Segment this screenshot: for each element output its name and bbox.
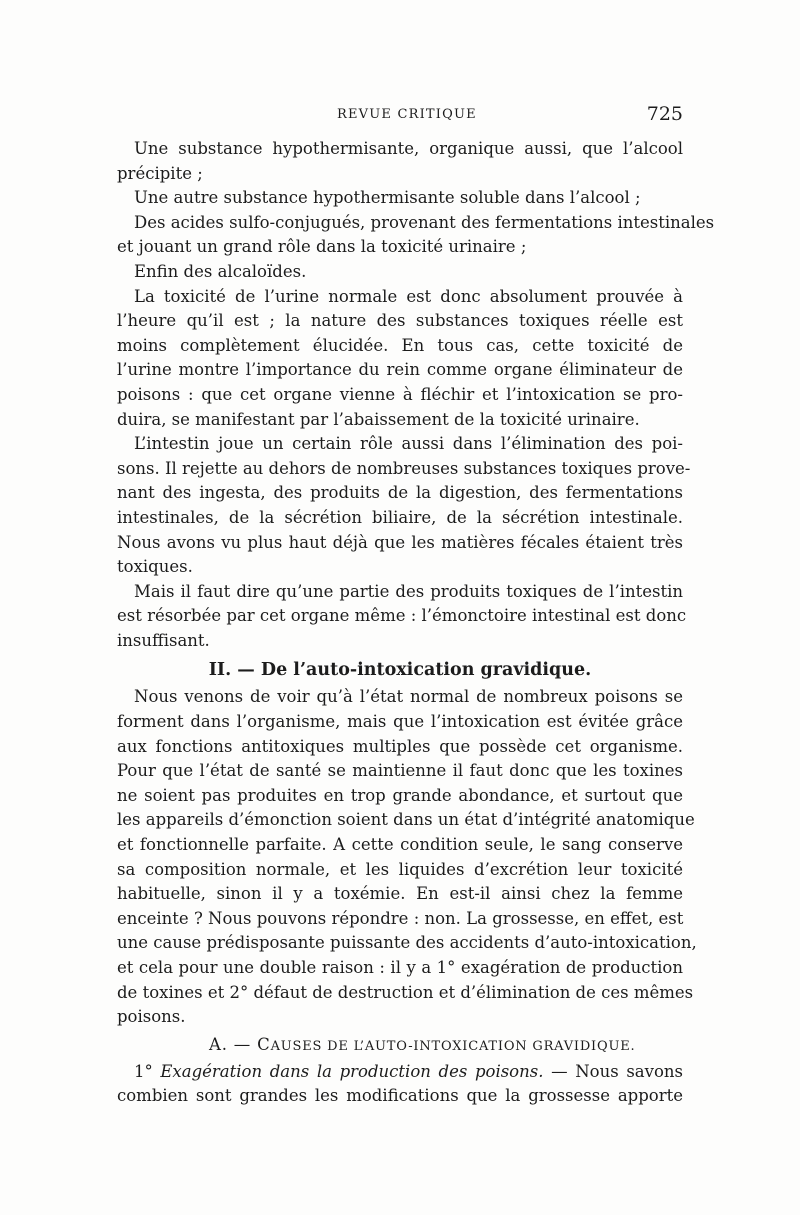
text-line: moins complètement élucidée. En tous cas, cette toxicité de [117, 335, 683, 355]
text-line: et fonctionnelle parfaite. A cette condition seule, le sang conserve [117, 835, 683, 855]
italic-run: Exagération dans la production des poisons. [160, 1061, 544, 1081]
text-line: aux fonctions antitoxiques multiples que possède cet organisme. [117, 736, 683, 756]
text-line: Nous venons de voir qu’à l’état normal de nombreux poisons se [134, 687, 683, 707]
text-line: est résorbée par cet organe même : l’émonctoire intestinal est donc [117, 606, 687, 626]
text-line: de toxines et 2° défaut de destruction et d’élimination de ces mêmes [117, 982, 694, 1002]
page-header [117, 103, 683, 129]
paragraph [117, 186, 683, 211]
text-line: insuffisant. [117, 630, 210, 650]
section-heading: II. — De l’auto-intoxication gravidique. [208, 660, 592, 681]
paragraph [117, 285, 683, 433]
paragraph [117, 580, 687, 654]
text-line: l’heure qu’il est ; la nature des substances toxiques réelle est [117, 311, 683, 331]
text-line: La toxicité de l’urine normale est donc absolument prouvée à [134, 286, 683, 306]
text-line: et jouant un grand rôle dans la toxicité urinaire ; [117, 237, 527, 257]
text-line: Une substance hypothermisante, organique aussi, que l’alcool [134, 139, 683, 158]
subsection-heading-prefix: A. — C [209, 1034, 271, 1054]
text-line: Pour que l’état de santé se maintienne il faut donc que les toxines [117, 761, 683, 781]
text-line: l’urine montre l’importance du rein comme organe éliminateur de [117, 360, 683, 380]
text-line: précipite ; [117, 163, 203, 183]
text-line: Des acides sulfo-conjugués, provenant des fermentations intestinales [134, 212, 715, 232]
text-line: L’intestin joue un certain rôle aussi dans l’élimination des poi- [134, 434, 683, 454]
text-line: forment dans l’organisme, mais que l’intoxication est évitée grâce [117, 712, 683, 732]
text-line: toxiques. [117, 557, 193, 577]
text-line: ne soient pas produites en trop grande abondance, et surtout que [117, 785, 683, 805]
text-line: Enfin des alcaloïdes. [134, 261, 307, 281]
text-line: combien sont grandes les modifications que la grossesse apporte [117, 1086, 683, 1106]
text-line: duira, se manifestant par l’abaissement de la toxicité urinaire. [117, 409, 640, 429]
item-number: 1° [134, 1061, 153, 1081]
text-line: les appareils d’émonction soient dans un état d’intégrité anatomique [117, 810, 695, 830]
text-run: — Nous savons [551, 1061, 683, 1081]
text-line: et cela pour une double raison : il y a 1° exagération de production [117, 958, 683, 977]
text-line: sa composition normale, et les liquides d’excrétion leur toxicité [117, 859, 683, 879]
text-line: poisons. [117, 1007, 186, 1027]
text-line [117, 1060, 683, 1085]
body-text [117, 137, 715, 1109]
text-line: Mais il faut dire qu’une partie des produits toxiques de l’intestin [134, 581, 683, 601]
paragraph [117, 432, 691, 580]
text-line: Nous avons vu plus haut déjà que les matières fécales étaient très [117, 532, 683, 552]
text-line: intestinales, de la sécrétion biliaire, de la sécrétion intestinale. [117, 507, 683, 527]
text-line: nant des ingesta, des produits de la digestion, des fermentations [117, 483, 683, 503]
text-line: habituelle, sinon il y a toxémie. En est-il ainsi chez la femme [117, 884, 683, 904]
subsection-heading-rest: AUSES DE L’AUTO-INTOXICATION GRAVIDIQUE. [270, 1038, 636, 1054]
paragraph [117, 211, 715, 260]
running-head: REVUE CRITIQUE [337, 107, 477, 122]
paragraph [117, 1060, 683, 1109]
paragraph [117, 137, 683, 186]
paragraph [117, 260, 683, 285]
text-line: une cause prédisposante puissante des accidents d’auto-intoxication, [117, 933, 697, 953]
text-line: Une autre substance hypothermisante soluble dans l’alcool ; [134, 188, 641, 208]
page-number: 725 [646, 103, 683, 125]
text-line: enceinte ? Nous pouvons répondre : non. La grossesse, en effet, est [117, 908, 684, 928]
subsection-heading [117, 1030, 683, 1060]
text-line: poisons : que cet organe vienne à fléchir et l’intoxication se pro- [117, 384, 683, 404]
paragraph [117, 685, 697, 1029]
text-line: sons. Il rejette au dehors de nombreuses substances toxiques prove- [117, 458, 691, 478]
